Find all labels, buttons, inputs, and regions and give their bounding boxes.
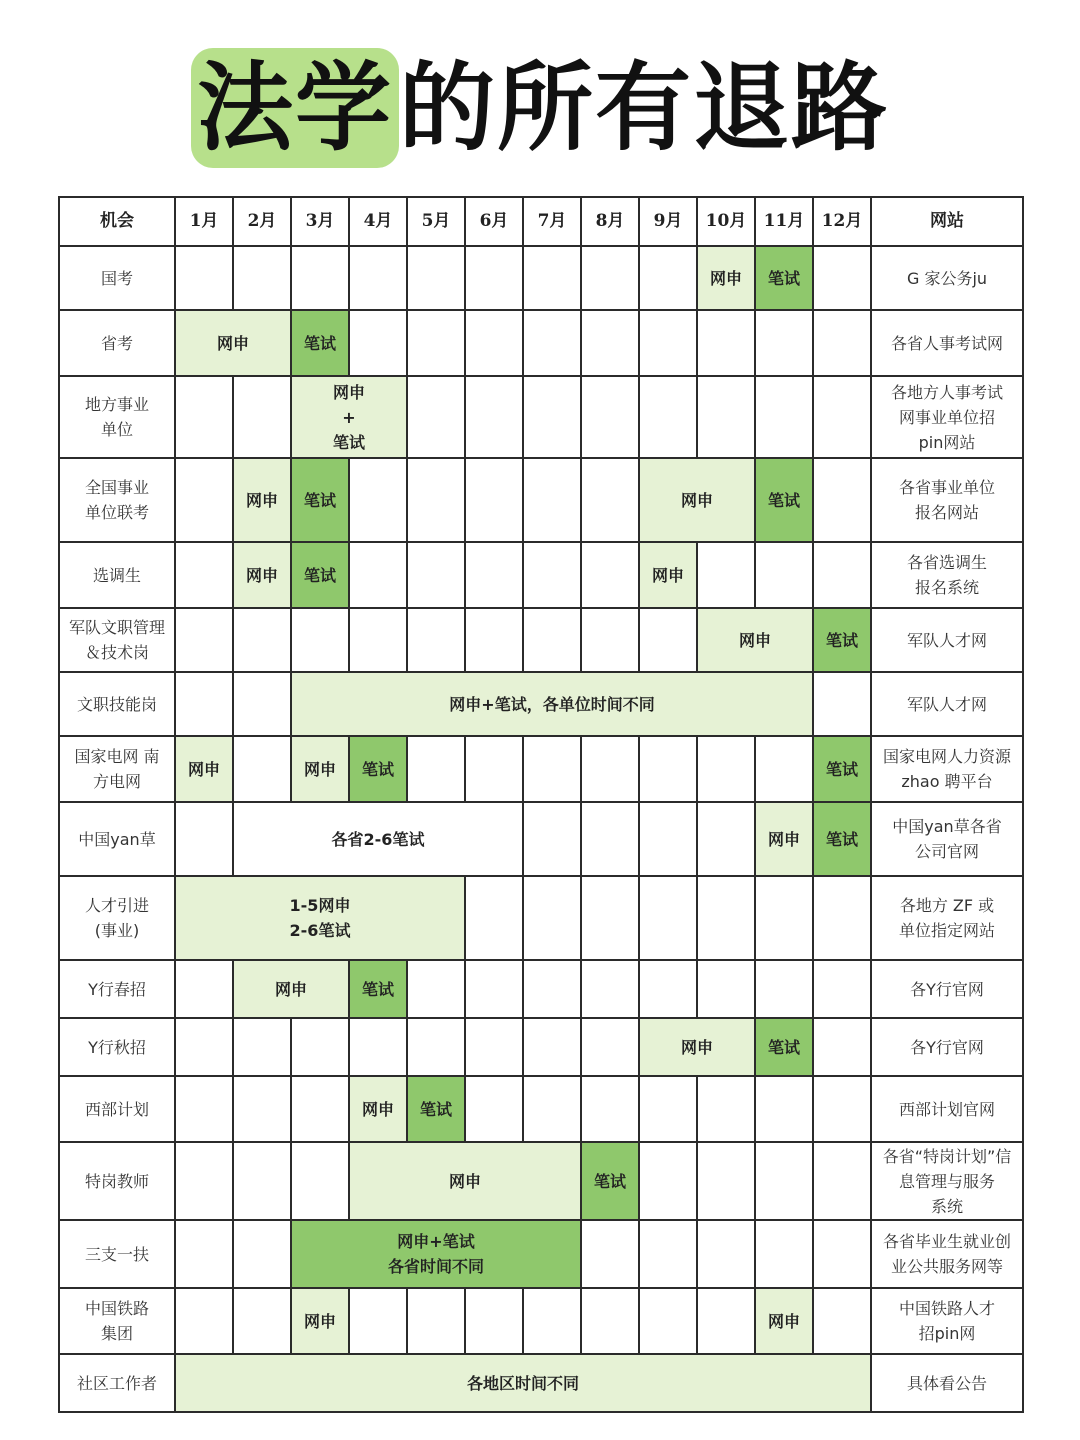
row-name: Y行春招	[59, 960, 175, 1018]
empty-cell	[697, 1288, 755, 1354]
empty-cell	[407, 736, 465, 802]
empty-cell	[581, 542, 639, 608]
empty-cell	[465, 1076, 523, 1142]
empty-cell	[581, 876, 639, 960]
empty-cell	[465, 310, 523, 376]
empty-cell	[813, 876, 871, 960]
exam-cell: 笔试	[755, 1018, 813, 1076]
empty-cell	[291, 1142, 349, 1220]
event-cell: 网申	[639, 542, 697, 608]
empty-cell	[407, 1288, 465, 1354]
empty-cell	[523, 876, 581, 960]
empty-cell	[639, 736, 697, 802]
empty-cell	[465, 458, 523, 542]
exam-cell: 笔试	[813, 802, 871, 876]
empty-cell	[175, 1220, 233, 1288]
empty-cell	[813, 1288, 871, 1354]
page-title	[191, 48, 889, 168]
empty-cell	[813, 542, 871, 608]
empty-cell	[813, 672, 871, 736]
row-website: 中国铁路人才 招pin网	[871, 1288, 1023, 1354]
header-month: 8月	[581, 197, 639, 246]
event-cell: 网申	[349, 1142, 581, 1220]
empty-cell	[291, 1018, 349, 1076]
empty-cell	[233, 376, 291, 458]
title-highlight: 法学	[191, 48, 399, 168]
event-cell: 各省2-6笔试	[233, 802, 523, 876]
empty-cell	[175, 376, 233, 458]
empty-cell	[233, 1220, 291, 1288]
empty-cell	[349, 310, 407, 376]
row-name: 人才引进 (事业)	[59, 876, 175, 960]
empty-cell	[697, 1220, 755, 1288]
empty-cell	[813, 246, 871, 310]
header-month: 7月	[523, 197, 581, 246]
event-cell: 网申	[697, 608, 813, 672]
empty-cell	[755, 960, 813, 1018]
empty-cell	[291, 608, 349, 672]
empty-cell	[465, 960, 523, 1018]
event-cell: 网申	[291, 1288, 349, 1354]
exam-cell: 笔试	[407, 1076, 465, 1142]
row-name: 地方事业 单位	[59, 376, 175, 458]
empty-cell	[175, 1288, 233, 1354]
empty-cell	[523, 376, 581, 458]
header-month: 5月	[407, 197, 465, 246]
table-row	[59, 376, 1023, 458]
event-cell: 网申	[175, 736, 233, 802]
empty-cell	[523, 458, 581, 542]
row-website: 军队人才网	[871, 608, 1023, 672]
empty-cell	[233, 1018, 291, 1076]
exam-cell: 笔试	[813, 608, 871, 672]
row-website: G 家公务ju	[871, 246, 1023, 310]
table-row	[59, 246, 1023, 310]
empty-cell	[581, 802, 639, 876]
empty-cell	[523, 960, 581, 1018]
empty-cell	[465, 376, 523, 458]
empty-cell	[581, 960, 639, 1018]
empty-cell	[755, 542, 813, 608]
title-rest: 的所有退路	[399, 51, 889, 164]
row-name: 特岗教师	[59, 1142, 175, 1220]
event-cell: 网申	[697, 246, 755, 310]
empty-cell	[755, 310, 813, 376]
row-website: 军队人才网	[871, 672, 1023, 736]
table-row	[59, 310, 1023, 376]
empty-cell	[407, 376, 465, 458]
empty-cell	[581, 608, 639, 672]
empty-cell	[523, 542, 581, 608]
empty-cell	[523, 802, 581, 876]
empty-cell	[639, 876, 697, 960]
exam-cell: 笔试	[291, 542, 349, 608]
table-row	[59, 1142, 1023, 1220]
row-website: 各Y行官网	[871, 1018, 1023, 1076]
row-name: 三支一扶	[59, 1220, 175, 1288]
row-name: 西部计划	[59, 1076, 175, 1142]
row-name: 中国铁路 集团	[59, 1288, 175, 1354]
empty-cell	[639, 608, 697, 672]
empty-cell	[233, 736, 291, 802]
table-row	[59, 736, 1023, 802]
table-row	[59, 876, 1023, 960]
table-row	[59, 542, 1023, 608]
row-website: 各省选调生 报名系统	[871, 542, 1023, 608]
row-website: 各地方人事考试 网事业单位招 pin网站	[871, 376, 1023, 458]
empty-cell	[465, 608, 523, 672]
empty-cell	[523, 608, 581, 672]
table-row	[59, 1220, 1023, 1288]
empty-cell	[407, 608, 465, 672]
table-header-row	[59, 197, 1023, 246]
empty-cell	[755, 1142, 813, 1220]
exam-cell: 笔试	[291, 310, 349, 376]
row-website: 各省毕业生就业创 业公共服务网等	[871, 1220, 1023, 1288]
event-cell: 网申 + 笔试	[291, 376, 407, 458]
header-month: 12月	[813, 197, 871, 246]
empty-cell	[407, 310, 465, 376]
title-area	[0, 40, 1080, 175]
empty-cell	[349, 246, 407, 310]
empty-cell	[523, 246, 581, 310]
empty-cell	[639, 246, 697, 310]
empty-cell	[639, 1076, 697, 1142]
empty-cell	[523, 1018, 581, 1076]
row-website: 各Y行官网	[871, 960, 1023, 1018]
exam-cell: 笔试	[813, 736, 871, 802]
row-name: 省考	[59, 310, 175, 376]
table-row	[59, 1288, 1023, 1354]
header-month: 2月	[233, 197, 291, 246]
empty-cell	[697, 736, 755, 802]
event-cell: 各地区时间不同	[175, 1354, 871, 1412]
header-month: 3月	[291, 197, 349, 246]
row-website: 各省“特岗计划”信 息管理与服务 系统	[871, 1142, 1023, 1220]
empty-cell	[175, 672, 233, 736]
empty-cell	[465, 542, 523, 608]
table-row	[59, 608, 1023, 672]
empty-cell	[407, 1018, 465, 1076]
empty-cell	[813, 960, 871, 1018]
row-name: 全国事业 单位联考	[59, 458, 175, 542]
empty-cell	[233, 1076, 291, 1142]
table-row	[59, 1076, 1023, 1142]
row-name: 选调生	[59, 542, 175, 608]
row-name: 中国yan草	[59, 802, 175, 876]
empty-cell	[581, 376, 639, 458]
exam-cell: 笔试	[581, 1142, 639, 1220]
empty-cell	[697, 1142, 755, 1220]
row-website: 中国yan草各省 公司官网	[871, 802, 1023, 876]
empty-cell	[523, 736, 581, 802]
event-cell: 网申	[233, 542, 291, 608]
empty-cell	[639, 1220, 697, 1288]
empty-cell	[697, 960, 755, 1018]
row-website: 各地方 ZF 或 单位指定网站	[871, 876, 1023, 960]
empty-cell	[813, 310, 871, 376]
table-row	[59, 458, 1023, 542]
event-cell: 网申	[233, 960, 349, 1018]
event-cell: 网申	[175, 310, 291, 376]
empty-cell	[175, 458, 233, 542]
empty-cell	[755, 736, 813, 802]
empty-cell	[233, 246, 291, 310]
empty-cell	[233, 608, 291, 672]
empty-cell	[175, 246, 233, 310]
empty-cell	[291, 1076, 349, 1142]
empty-cell	[349, 1288, 407, 1354]
empty-cell	[639, 1288, 697, 1354]
empty-cell	[407, 458, 465, 542]
exam-cell: 笔试	[349, 960, 407, 1018]
row-name: 国家电网 南 方电网	[59, 736, 175, 802]
empty-cell	[523, 310, 581, 376]
empty-cell	[291, 246, 349, 310]
event-cell: 1-5网申 2-6笔试	[175, 876, 465, 960]
empty-cell	[639, 1142, 697, 1220]
row-name: 文职技能岗	[59, 672, 175, 736]
empty-cell	[581, 1288, 639, 1354]
empty-cell	[407, 246, 465, 310]
header-month: 1月	[175, 197, 233, 246]
empty-cell	[175, 1018, 233, 1076]
row-name: Y行秋招	[59, 1018, 175, 1076]
row-website: 西部计划官网	[871, 1076, 1023, 1142]
empty-cell	[349, 1018, 407, 1076]
empty-cell	[175, 960, 233, 1018]
empty-cell	[581, 458, 639, 542]
empty-cell	[465, 736, 523, 802]
empty-cell	[465, 246, 523, 310]
empty-cell	[697, 376, 755, 458]
empty-cell	[407, 960, 465, 1018]
empty-cell	[465, 1018, 523, 1076]
empty-cell	[639, 310, 697, 376]
row-website: 各省人事考试网	[871, 310, 1023, 376]
empty-cell	[813, 1142, 871, 1220]
empty-cell	[755, 1076, 813, 1142]
header-month: 4月	[349, 197, 407, 246]
row-name: 社区工作者	[59, 1354, 175, 1412]
empty-cell	[581, 1076, 639, 1142]
exam-cell: 笔试	[291, 458, 349, 542]
empty-cell	[465, 876, 523, 960]
event-cell: 网申+笔试，各单位时间不同	[291, 672, 813, 736]
empty-cell	[523, 1288, 581, 1354]
empty-cell	[697, 542, 755, 608]
table-row	[59, 802, 1023, 876]
empty-cell	[813, 1076, 871, 1142]
empty-cell	[581, 1220, 639, 1288]
empty-cell	[581, 246, 639, 310]
empty-cell	[349, 608, 407, 672]
row-website: 具体看公告	[871, 1354, 1023, 1412]
empty-cell	[697, 310, 755, 376]
header-opportunity: 机会	[59, 197, 175, 246]
header-website: 网站	[871, 197, 1023, 246]
table-row	[59, 1018, 1023, 1076]
empty-cell	[697, 1076, 755, 1142]
exam-cell: 笔试	[755, 246, 813, 310]
event-cell: 网申	[233, 458, 291, 542]
exam-cell: 网申+笔试 各省时间不同	[291, 1220, 581, 1288]
row-website: 各省事业单位 报名网站	[871, 458, 1023, 542]
exam-cell: 笔试	[755, 458, 813, 542]
event-cell: 网申	[349, 1076, 407, 1142]
empty-cell	[755, 376, 813, 458]
empty-cell	[175, 802, 233, 876]
row-name: 国考	[59, 246, 175, 310]
empty-cell	[581, 736, 639, 802]
empty-cell	[175, 608, 233, 672]
empty-cell	[813, 376, 871, 458]
empty-cell	[639, 376, 697, 458]
empty-cell	[233, 1142, 291, 1220]
empty-cell	[581, 1018, 639, 1076]
header-month: 11月	[755, 197, 813, 246]
schedule-table	[58, 196, 1024, 1413]
empty-cell	[755, 1220, 813, 1288]
empty-cell	[233, 672, 291, 736]
header-month: 10月	[697, 197, 755, 246]
empty-cell	[639, 802, 697, 876]
empty-cell	[175, 1076, 233, 1142]
event-cell: 网申	[639, 458, 755, 542]
empty-cell	[813, 1220, 871, 1288]
empty-cell	[465, 1288, 523, 1354]
empty-cell	[813, 458, 871, 542]
empty-cell	[175, 1142, 233, 1220]
row-website: 国家电网人力资源 zhao 聘平台	[871, 736, 1023, 802]
empty-cell	[697, 876, 755, 960]
empty-cell	[523, 1076, 581, 1142]
empty-cell	[349, 458, 407, 542]
header-month: 6月	[465, 197, 523, 246]
event-cell: 网申	[755, 802, 813, 876]
table-row	[59, 1354, 1023, 1412]
empty-cell	[639, 960, 697, 1018]
empty-cell	[755, 876, 813, 960]
empty-cell	[233, 1288, 291, 1354]
header-month: 9月	[639, 197, 697, 246]
empty-cell	[175, 542, 233, 608]
table-row	[59, 960, 1023, 1018]
row-name: 军队文职管理 ＆技术岗	[59, 608, 175, 672]
empty-cell	[697, 802, 755, 876]
empty-cell	[581, 310, 639, 376]
empty-cell	[407, 542, 465, 608]
event-cell: 网申	[639, 1018, 755, 1076]
exam-cell: 笔试	[349, 736, 407, 802]
event-cell: 网申	[755, 1288, 813, 1354]
empty-cell	[349, 542, 407, 608]
empty-cell	[813, 1018, 871, 1076]
table-row	[59, 672, 1023, 736]
event-cell: 网申	[291, 736, 349, 802]
